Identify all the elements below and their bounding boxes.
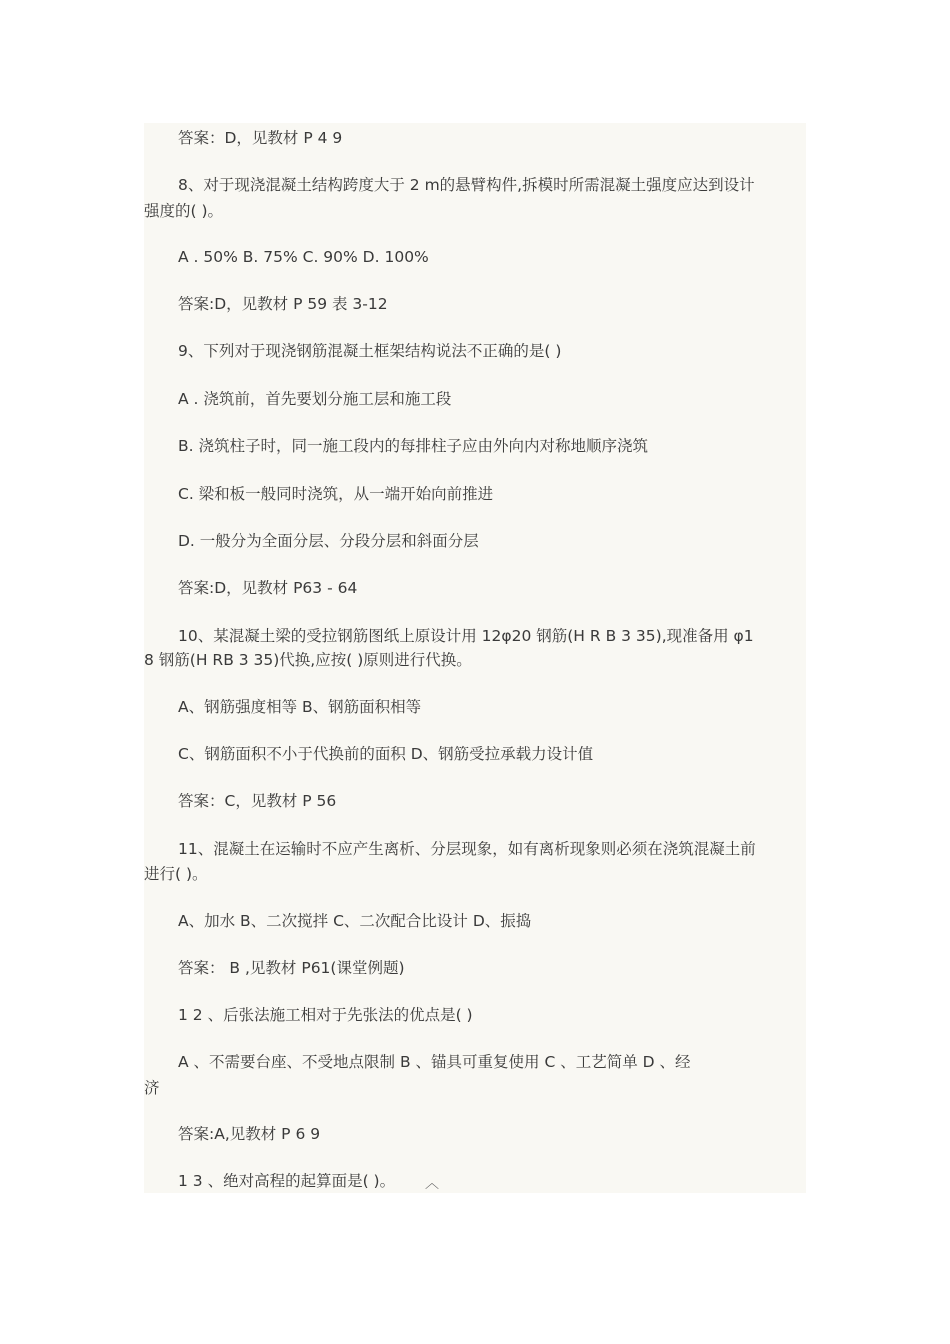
options-line: 济 <box>144 1079 160 1097</box>
answer-line: 答案：D，见教材 P 4 9 <box>178 129 343 147</box>
caret-up-icon: ︿ <box>425 1176 439 1192</box>
options-line: A . 50% B. 75% C. 90% D. 100% <box>178 248 429 266</box>
answer-line: 答案:D，见教材 P 59 表 3-12 <box>178 295 388 313</box>
question-line: 8 钢筋(H RB 3 35)代换,应按( )原则进行代换。 <box>144 651 472 669</box>
options-line: A、加水 B、二次搅拌 C、二次配合比设计 D、振捣 <box>178 912 532 930</box>
options-line: A、钢筋强度相等 B、钢筋面积相等 <box>178 698 422 716</box>
question-line: 9、下列对于现浇钢筋混凝土框架结构说法不正确的是( ) <box>178 342 562 360</box>
option-line: D. 一般分为全面分层、分段分层和斜面分层 <box>178 532 479 550</box>
answer-line: 答案:D，见教材 P63 - 64 <box>178 579 358 597</box>
option-line: A . 浇筑前，首先要划分施工层和施工段 <box>178 390 452 408</box>
options-line: A 、不需要台座、不受地点限制 B 、锚具可重复使用 C 、工艺简单 D 、经 <box>178 1053 691 1071</box>
question-line: 10、某混凝土梁的受拉钢筋图纸上原设计用 12φ20 钢筋(H R B 3 35),现准备用 φ1 <box>178 627 754 645</box>
option-line: C. 梁和板一般同时浇筑，从一端开始向前推进 <box>178 485 494 503</box>
answer-line: 答案： B ,见教材 P61(课堂例题) <box>178 959 405 977</box>
question-line: 8、对于现浇混凝土结构跨度大于 2 m的悬臂构件,拆模时所需混凝土强度应达到设计 <box>178 176 755 194</box>
options-line: C、钢筋面积不小于代换前的面积 D、钢筋受拉承载力设计值 <box>178 745 594 763</box>
question-line: 1 3 、绝对高程的起算面是( )。 <box>178 1172 396 1190</box>
answer-line: 答案:A,见教材 P 6 9 <box>178 1125 321 1143</box>
question-line: 1 2 、后张法施工相对于先张法的优点是( ) <box>178 1006 473 1024</box>
answer-line: 答案：C，见教材 P 56 <box>178 792 337 810</box>
question-line: 进行( )。 <box>144 865 208 883</box>
question-line: 11、混凝土在运输时不应产生离析、分层现象，如有离析现象则必须在浇筑混凝土前 <box>178 840 756 858</box>
question-line: 强度的( )。 <box>144 202 224 220</box>
option-line: B. 浇筑柱子时，同一施工段内的每排柱子应由外向内对称地顺序浇筑 <box>178 437 648 455</box>
